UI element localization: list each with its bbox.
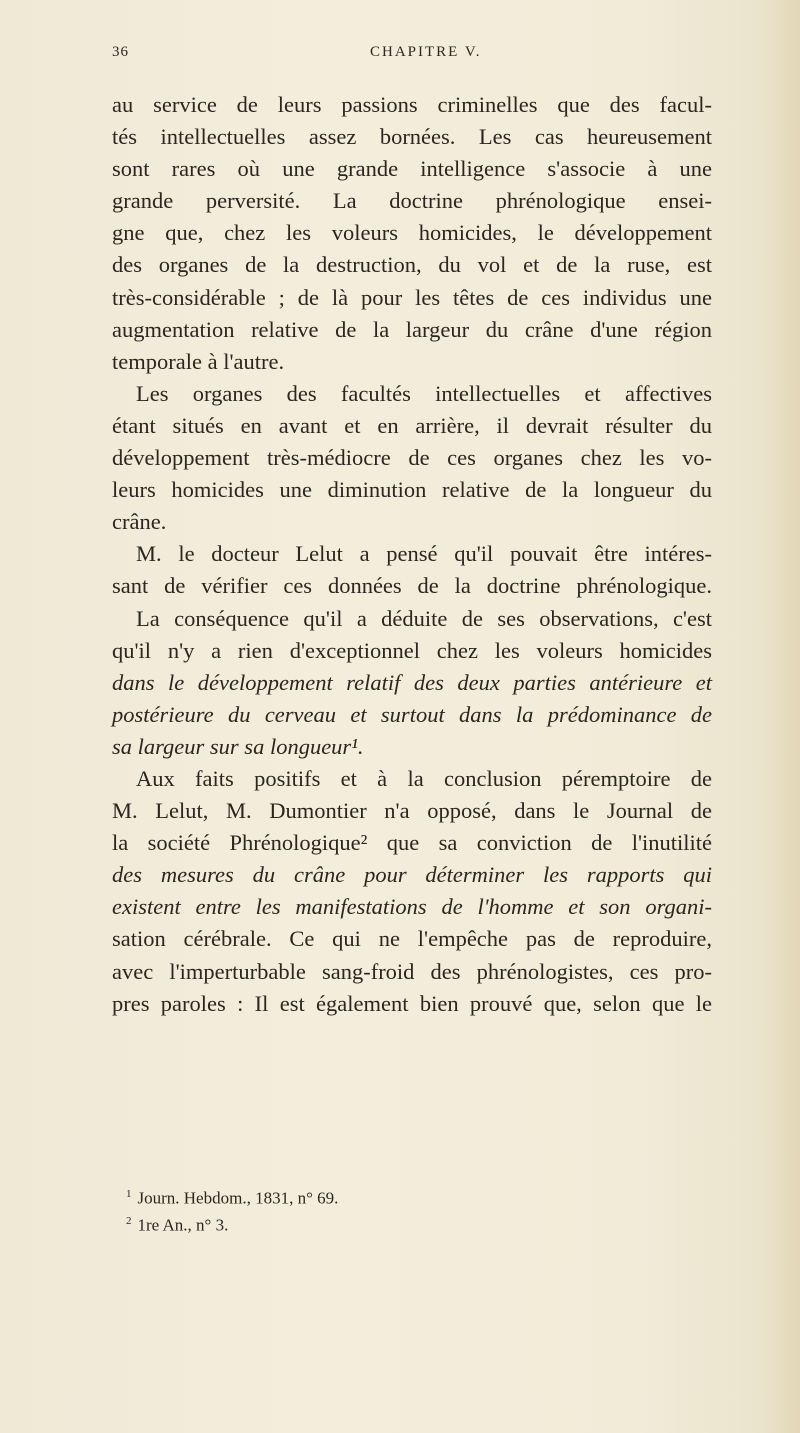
footnote-text: Journ. Hebdom., 1831, n° 69.: [137, 1188, 339, 1208]
text-line: avec l'imperturbable sang-froid des phrénologistes, ces pro-: [112, 958, 712, 984]
footnote: [112, 1183, 712, 1210]
text-line: très-considérable ; de là pour les têtes de ces individus une: [112, 284, 712, 310]
text-line: des organes de la destruction, du vol et de la ruse, est: [112, 252, 712, 278]
text-line: tés intellectuelles assez bornées. Les cas heureusement: [112, 124, 712, 150]
text-line: augmentation relative de la largeur du crâne d'une région: [112, 316, 712, 342]
text-line: La conséquence qu'il a déduite de ses observations, c'est: [136, 605, 712, 631]
text-line: Les organes des facultés intellectuelles et affectives: [136, 380, 712, 406]
footnote-mark: 1: [126, 1188, 132, 1200]
text-line: postérieure du cerveau et surtout dans la prédominance de: [112, 701, 712, 727]
page-header: [112, 44, 712, 74]
text-line: grande perversité. La doctrine phrénologique ensei-: [112, 188, 712, 214]
text-line: sont rares où une grande intelligence s'associe à une: [112, 156, 712, 182]
text-line: sa largeur sur sa longueur¹.: [112, 733, 364, 759]
text-line: dans le développement relatif des deux parties antérieure et: [112, 669, 712, 695]
body-text: [112, 89, 712, 1020]
text-line: la société Phrénologique² que sa conviction de l'inutilité: [112, 830, 712, 856]
text-line: M. le docteur Lelut a pensé qu'il pouvait être intéres-: [136, 541, 712, 567]
footnote-mark: 2: [126, 1214, 132, 1227]
text-line: des mesures du crâne pour déterminer les rapports qui: [112, 862, 712, 888]
page-number: 36: [112, 44, 129, 60]
text-line: au service de leurs passions criminelles que des facul-: [112, 92, 712, 117]
text-line: pres paroles : Il est également bien prouvé que, selon que le: [112, 990, 712, 1016]
text-line: temporale à l'autre.: [112, 348, 285, 374]
text-line: Aux faits positifs et à la conclusion péremptoire de: [136, 765, 712, 791]
text-line: gne que, chez les voleurs homicides, le développement: [112, 220, 712, 246]
text-line: développement très-médiocre de ces organes chez les vo-: [112, 445, 712, 471]
footnote-text: 1re An., n° 3.: [137, 1215, 229, 1235]
text-line: existent entre les manifestations de l'homme et son organi-: [112, 894, 712, 920]
footnote: [112, 1210, 712, 1237]
footnotes: [112, 1183, 712, 1236]
text-line: M. Lelut, M. Dumontier n'a opposé, dans le Journal de: [112, 798, 712, 824]
running-head: CHAPITRE V.: [370, 44, 482, 60]
text-line: sation cérébrale. Ce qui ne l'empêche pas de reproduire,: [112, 926, 712, 952]
page-edge-shading: [760, 0, 800, 1433]
text-line: crâne.: [112, 509, 167, 535]
text-line: leurs homicides une diminution relative de la longueur du: [112, 477, 712, 503]
text-line: étant situés en avant et en arrière, il devrait résulter du: [112, 412, 712, 438]
text-line: qu'il n'y a rien d'exceptionnel chez les voleurs homicides: [112, 637, 712, 663]
text-line: sant de vérifier ces données de la doctrine phrénologique.: [112, 573, 712, 599]
